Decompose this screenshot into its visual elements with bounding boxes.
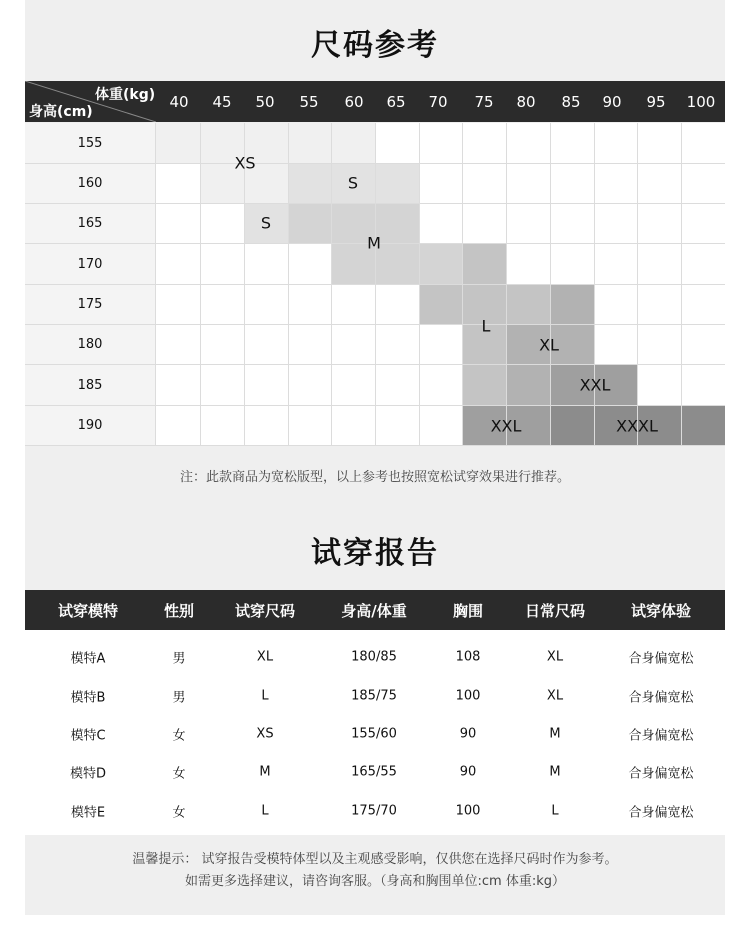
size-chart-grid bbox=[25, 123, 725, 446]
table-cell: XL bbox=[546, 688, 564, 704]
table-cell: 模特E bbox=[70, 805, 106, 821]
height-170: 170 bbox=[77, 257, 103, 272]
size-block-xs bbox=[156, 123, 375, 163]
fit-report-header bbox=[25, 590, 725, 630]
table-cell: 108 bbox=[455, 649, 481, 665]
table-cell: 女 bbox=[172, 805, 186, 821]
header-experience: 试穿体验 bbox=[630, 602, 692, 620]
table-cell: 90 bbox=[459, 726, 477, 742]
weight-40: 40 bbox=[169, 93, 189, 111]
table-cell: 合身偏宽松 bbox=[628, 651, 694, 667]
size-chart-note: 注：此款商品为宽松版型，以上参考也按照宽松试穿效果进行推荐。 bbox=[179, 470, 570, 485]
weight-100: 100 bbox=[686, 93, 716, 111]
table-cell: L bbox=[261, 688, 269, 704]
size-block-xl bbox=[550, 284, 594, 324]
table-cell: 合身偏宽松 bbox=[628, 690, 694, 706]
header-height-weight: 身高/体重 bbox=[341, 602, 407, 620]
size-label-xxl: XXL bbox=[579, 375, 611, 395]
table-cell: 175/70 bbox=[351, 803, 397, 819]
grid-line bbox=[25, 284, 725, 285]
table-cell: 155/60 bbox=[351, 726, 397, 742]
table-cell: 模特A bbox=[70, 651, 106, 667]
fit-report-title: 试穿报告 bbox=[311, 536, 439, 571]
grid-line bbox=[25, 405, 725, 406]
height-155: 155 bbox=[77, 136, 103, 151]
size-block-l bbox=[462, 243, 506, 284]
table-cell: L bbox=[551, 803, 559, 819]
height-165: 165 bbox=[77, 216, 103, 231]
table-cell: 模特B bbox=[70, 690, 106, 706]
height-180: 180 bbox=[77, 337, 103, 352]
header-gender: 性别 bbox=[163, 602, 195, 620]
table-cell: M bbox=[549, 764, 561, 780]
size-label-xs: XS bbox=[234, 153, 256, 173]
table-cell: XS bbox=[256, 726, 274, 742]
size-label-xl: XL bbox=[539, 335, 559, 355]
table-cell: 180/85 bbox=[351, 649, 397, 665]
table-cell: 100 bbox=[455, 688, 481, 704]
size-label-s: S bbox=[260, 213, 272, 233]
table-cell: 合身偏宽松 bbox=[628, 766, 694, 782]
size-block-l bbox=[462, 364, 506, 405]
table-cell: 165/55 bbox=[351, 764, 397, 780]
table-cell: 女 bbox=[172, 728, 186, 744]
grid-line bbox=[25, 163, 725, 164]
table-cell: XL bbox=[256, 649, 274, 665]
size-block-xl bbox=[506, 364, 550, 405]
fit-report-table bbox=[25, 630, 725, 835]
grid-line bbox=[25, 445, 725, 446]
size-block-m bbox=[331, 243, 462, 284]
weight-75: 75 bbox=[474, 93, 494, 111]
table-cell: 模特D bbox=[69, 766, 107, 782]
table-cell: 男 bbox=[172, 651, 186, 667]
grid-line bbox=[25, 203, 725, 204]
weight-65: 65 bbox=[386, 93, 406, 111]
size-label-m: M bbox=[367, 233, 381, 253]
height-axis-label: 身高(cm) bbox=[29, 104, 93, 120]
table-cell: 女 bbox=[172, 766, 186, 782]
height-190: 190 bbox=[77, 418, 103, 433]
weight-80: 80 bbox=[516, 93, 536, 111]
header-model: 试穿模特 bbox=[57, 602, 119, 620]
table-cell: 100 bbox=[455, 803, 481, 819]
table-cell: 模特C bbox=[70, 728, 106, 744]
height-160: 160 bbox=[77, 176, 103, 191]
size-label-xxl: XXL bbox=[490, 416, 522, 436]
height-185: 185 bbox=[77, 378, 103, 393]
header-tried-size: 试穿尺码 bbox=[234, 602, 296, 620]
size-label-s: S bbox=[347, 173, 359, 193]
grid-line bbox=[25, 364, 725, 365]
size-block-m bbox=[288, 203, 419, 243]
weight-45: 45 bbox=[212, 93, 232, 111]
size-chart-header bbox=[25, 81, 725, 122]
header-usual-size: 日常尺码 bbox=[524, 602, 586, 620]
table-cell: L bbox=[261, 803, 269, 819]
weight-70: 70 bbox=[428, 93, 448, 111]
table-cell: 185/75 bbox=[351, 688, 397, 704]
weight-55: 55 bbox=[299, 93, 319, 111]
weight-60: 60 bbox=[344, 93, 364, 111]
weight-axis-label: 体重(kg) bbox=[95, 87, 156, 103]
size-label-xxxl: XXXL bbox=[616, 416, 658, 436]
fit-report-tip: 温馨提示： 试穿报告受模特体型以及主观感受影响，仅供您在选择尺码时作为参考。 bbox=[132, 852, 618, 867]
header-chest: 胸围 bbox=[452, 602, 484, 620]
table-cell: 合身偏宽松 bbox=[628, 728, 694, 744]
height-175: 175 bbox=[77, 297, 103, 312]
weight-95: 95 bbox=[646, 93, 666, 111]
weight-50: 50 bbox=[255, 93, 275, 111]
table-cell: 合身偏宽松 bbox=[628, 805, 694, 821]
weight-90: 90 bbox=[602, 93, 622, 111]
table-cell: XL bbox=[546, 649, 564, 665]
table-cell: 90 bbox=[459, 764, 477, 780]
size-chart-title: 尺码参考 bbox=[311, 28, 439, 63]
table-cell: 男 bbox=[172, 690, 186, 706]
fit-report-tip-2: 如需更多选择建议，请咨询客服。（身高和胸围单位:cm 体重:kg） bbox=[185, 874, 565, 889]
table-cell: M bbox=[259, 764, 271, 780]
size-label-l: L bbox=[481, 316, 491, 336]
weight-85: 85 bbox=[561, 93, 581, 111]
grid-line bbox=[25, 324, 725, 325]
table-cell: M bbox=[549, 726, 561, 742]
